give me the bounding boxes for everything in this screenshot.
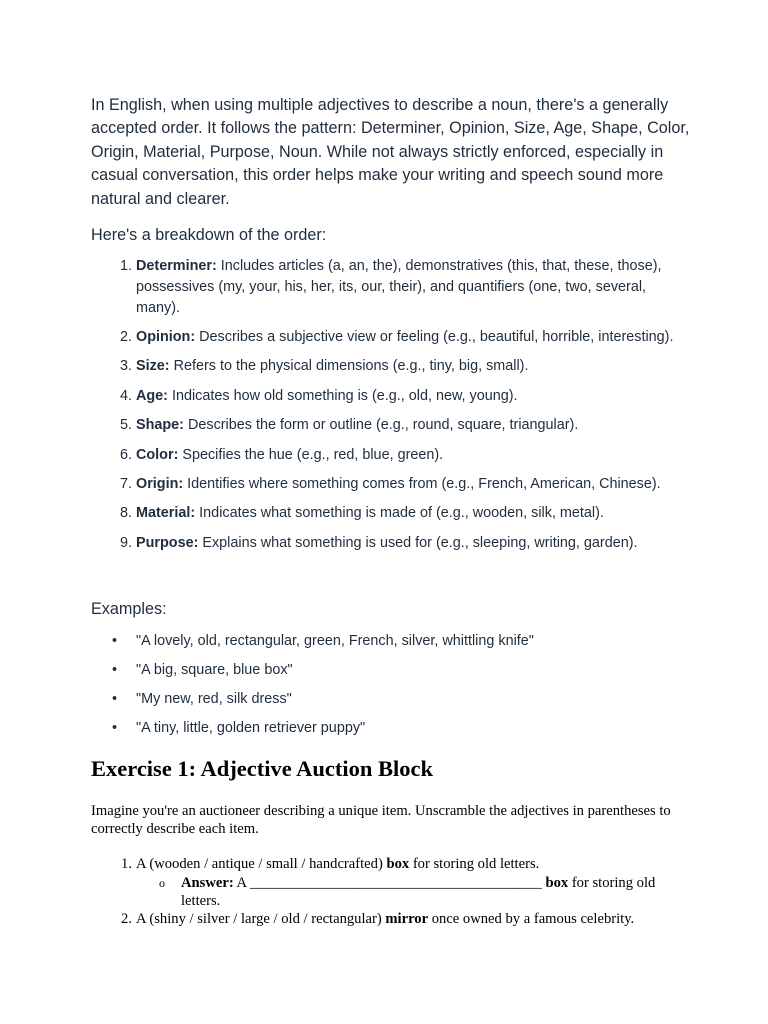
adjective-order-list [91, 256, 681, 562]
answer-label: Answer: [181, 875, 234, 891]
term-description: Describes the form or outline (e.g., round, square, triangular). [183, 417, 579, 434]
list-number: 8. [119, 505, 132, 522]
list-number: 1. [119, 258, 132, 274]
item-suffix: for storing old letters. [409, 856, 540, 872]
term-label: Opinion: [136, 328, 196, 345]
exercise-item [91, 910, 681, 928]
bullet-icon: • [112, 633, 118, 649]
term-description: Identifies where something comes from (e.g., French, American, Chinese). [183, 475, 661, 492]
answer-suffix: for storing old letters. [181, 875, 656, 909]
list-item [91, 327, 681, 348]
exercise-title: Exercise 1: Adjective Auction Block [91, 756, 434, 781]
example-text: "My new, red, silk dress" [136, 690, 292, 707]
bullet-icon: • [112, 661, 118, 678]
list-item [91, 660, 681, 681]
term-label: Age: [136, 387, 168, 404]
term-label: Size: [136, 358, 170, 375]
intro-paragraph: In English, when using multiple adjectives to describe a noun, there's a generally accepted order. It follows the pattern: Determiner, Opinion, Size, Age, Shape, Color, Origin, Material, Purpose, Noun. While not always strictly enforced, especially in casual conversation, this order helps make your writing and speech sound more natural and clearer. [91, 96, 690, 208]
term-description: Specifies the hue (e.g., red, blue, green). [178, 446, 444, 463]
list-number: 2. [119, 328, 132, 345]
list-number: 4. [119, 387, 132, 404]
item-prompt: A (wooden / antique / small / handcrafted) [136, 856, 387, 872]
term-description: Indicates what something is made of (e.g., wooden, silk, metal). [195, 505, 604, 522]
item-noun: mirror [385, 911, 429, 927]
item-noun: box [386, 856, 410, 872]
term-description: Describes a subjective view or feeling (e.g., beautiful, horrible, interesting). [195, 328, 674, 345]
examples-list [91, 631, 681, 747]
examples-heading: Examples: [91, 600, 167, 618]
breakdown-lead: Here's a breakdown of the order: [91, 226, 327, 244]
term-description: Explains what something is used for (e.g., sleeping, writing, garden). [198, 534, 638, 551]
term-label: Shape: [136, 417, 184, 434]
list-number: 9. [119, 534, 132, 551]
item-prompt: A (shiny / silver / large / old / rectangular) [136, 911, 386, 927]
bullet-icon: • [112, 690, 118, 707]
list-number: 3. [119, 358, 132, 375]
list-item [91, 503, 681, 524]
bullet-icon: • [112, 719, 118, 736]
list-number: 5. [119, 417, 132, 434]
answer-noun: box [545, 875, 569, 891]
term-description: Includes articles (a, an, the), demonstratives (this, that, these, those), possessives (my, your, his, her, its, our, their), and quantifiers (one, two, several, many). [136, 258, 662, 316]
list-item [91, 445, 681, 466]
list-number: 7. [119, 475, 132, 492]
circle-bullet-icon: o [159, 876, 165, 890]
exercise-item [91, 855, 681, 910]
list-item [91, 689, 681, 710]
list-item [91, 356, 681, 377]
term-label: Determiner: [136, 258, 217, 274]
list-item [91, 256, 681, 318]
list-number: 2. [121, 911, 132, 927]
list-item [91, 718, 681, 739]
list-item [91, 474, 681, 495]
term-description: Refers to the physical dimensions (e.g., tiny, big, small). [169, 358, 529, 375]
exercise-list [91, 855, 681, 928]
term-label: Purpose: [136, 534, 199, 551]
term-label: Origin: [136, 475, 184, 492]
exercise-instructions: Imagine you're an auctioneer describing a unique item. Unscramble the adjectives in parentheses to correctly describe each item. [91, 803, 671, 837]
list-item [91, 415, 681, 436]
example-text: "A lovely, old, rectangular, green, French, silver, whittling knife" [136, 633, 534, 649]
answer-line [136, 874, 681, 910]
example-text: "A big, square, blue box" [136, 661, 293, 678]
item-suffix: once owned by a famous celebrity. [428, 911, 635, 927]
list-number: 1. [121, 856, 132, 872]
term-label: Material: [136, 505, 196, 522]
term-label: Color: [136, 446, 179, 463]
answer-blank[interactable]: A ________________________________________ [233, 875, 546, 891]
term-description: Indicates how old something is (e.g., old, new, young). [167, 387, 518, 404]
list-item [91, 386, 681, 407]
example-text: "A tiny, little, golden retriever puppy" [136, 719, 366, 736]
list-number: 6. [119, 446, 132, 463]
list-item [91, 631, 681, 652]
list-item [91, 533, 681, 554]
